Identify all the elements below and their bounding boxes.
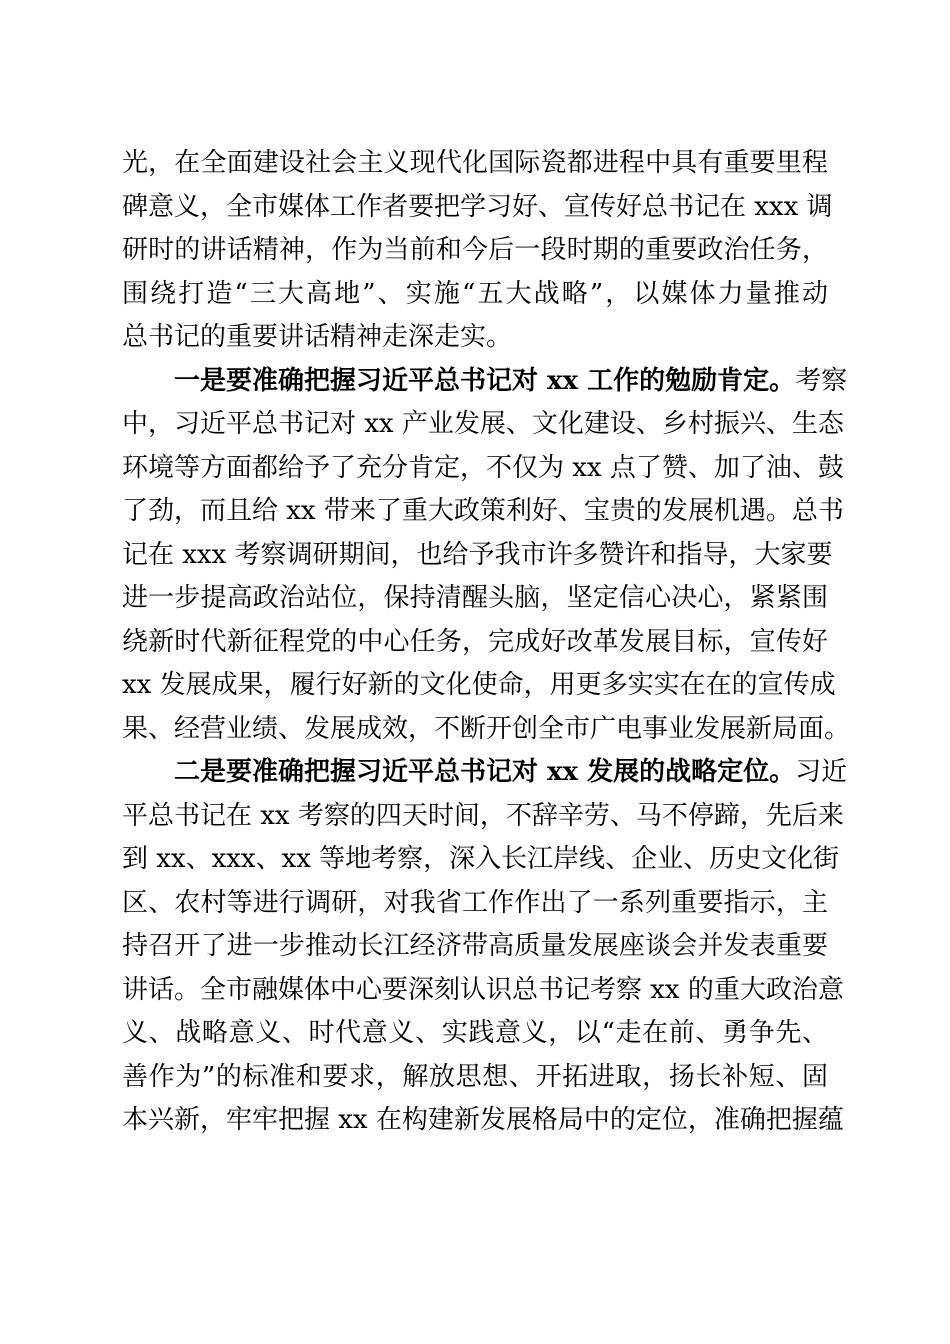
- text-line: 善作为”的标准和要求，解放思想、开拓进取，扬长补短、固: [122, 1061, 828, 1092]
- text-line: 碑意义，全市媒体工作者要把学习好、宣传好总书记在 xxx 调: [122, 191, 833, 222]
- text-line: 讲话。全市融媒体中心要深刻认识总书记考察 xx 的重大政治意: [122, 974, 844, 1005]
- text-line: 光，在全面建设社会主义现代化国际瓷都进程中具有重要里程: [122, 148, 828, 178]
- text-line: 区、农村等进行调研，对我省工作作出了一系列重要指示，主: [122, 887, 828, 918]
- text-line: 研时的讲话精神，作为当前和今后一段时期的重要政治任务，: [122, 235, 828, 265]
- paragraph-first-line: [122, 751, 848, 795]
- text-line: xx 发展成果，履行好新的文化使命，用更多实实在在的宣传成: [122, 670, 836, 700]
- text-line: 总书记的重要讲话精神走深走实。: [122, 322, 513, 352]
- paragraph-continuation: [122, 142, 833, 360]
- paragraph-first-point: [122, 360, 851, 752]
- paragraph-second-point: [122, 751, 848, 1143]
- text-line: 果、经营业绩、发展成效，不断开创全市广电事业发展新局面。: [122, 713, 851, 744]
- text-line: 围绕打造“三大高地”、实施“五大战略”，以媒体力量推动: [122, 278, 828, 309]
- text-line: 持召开了进一步推动长江经济带高质量发展座谈会并发表重要: [122, 931, 828, 961]
- text-line: 环境等方面都给予了充分肯定，不仅为 xx 点了赞、加了油、鼓: [122, 452, 844, 483]
- text-line: 义、战略意义、时代意义、实践意义，以“走在前、勇争先、: [122, 1018, 828, 1048]
- text-line: 了劲，而且给 xx 带来了重大政策利好、宝贵的发展机遇。总书: [122, 496, 844, 526]
- paragraph-first-line: [122, 360, 848, 404]
- text-line: 到 xx、xxx、xx 等地考察，深入长江岸线、企业、历史文化街: [122, 844, 840, 874]
- text-line: 本兴新，牢牢把握 xx 在构建新发展格局中的定位，准确把握蕴: [122, 1105, 844, 1135]
- text-line: 中，习近平总书记对 xx 产业发展、文化建设、乡村振兴、生态: [122, 409, 844, 439]
- point-heading-2: 二是要准确把握习近平总书记对 xx 发展的战略定位。: [174, 757, 796, 787]
- text-run: 考察: [795, 365, 848, 396]
- text-line: 进一步提高政治站位，保持清醒头脑，坚定信心决心，紧紧围: [122, 583, 828, 613]
- text-line: 平总书记在 xx 考察的四天时间，不辞辛劳、马不停蹄，先后来: [122, 800, 844, 831]
- text-line: 绕新时代新征程党的中心任务，完成好改革发展目标，宣传好: [122, 626, 828, 657]
- text-run: 习近: [795, 757, 848, 787]
- text-line: 记在 xxx 考察调研期间，也给予我市许多赞许和指导，大家要: [122, 539, 833, 570]
- body-text: [122, 142, 851, 1143]
- point-heading-1: 一是要准确把握习近平总书记对 xx 工作的勉励肯定。: [174, 365, 796, 396]
